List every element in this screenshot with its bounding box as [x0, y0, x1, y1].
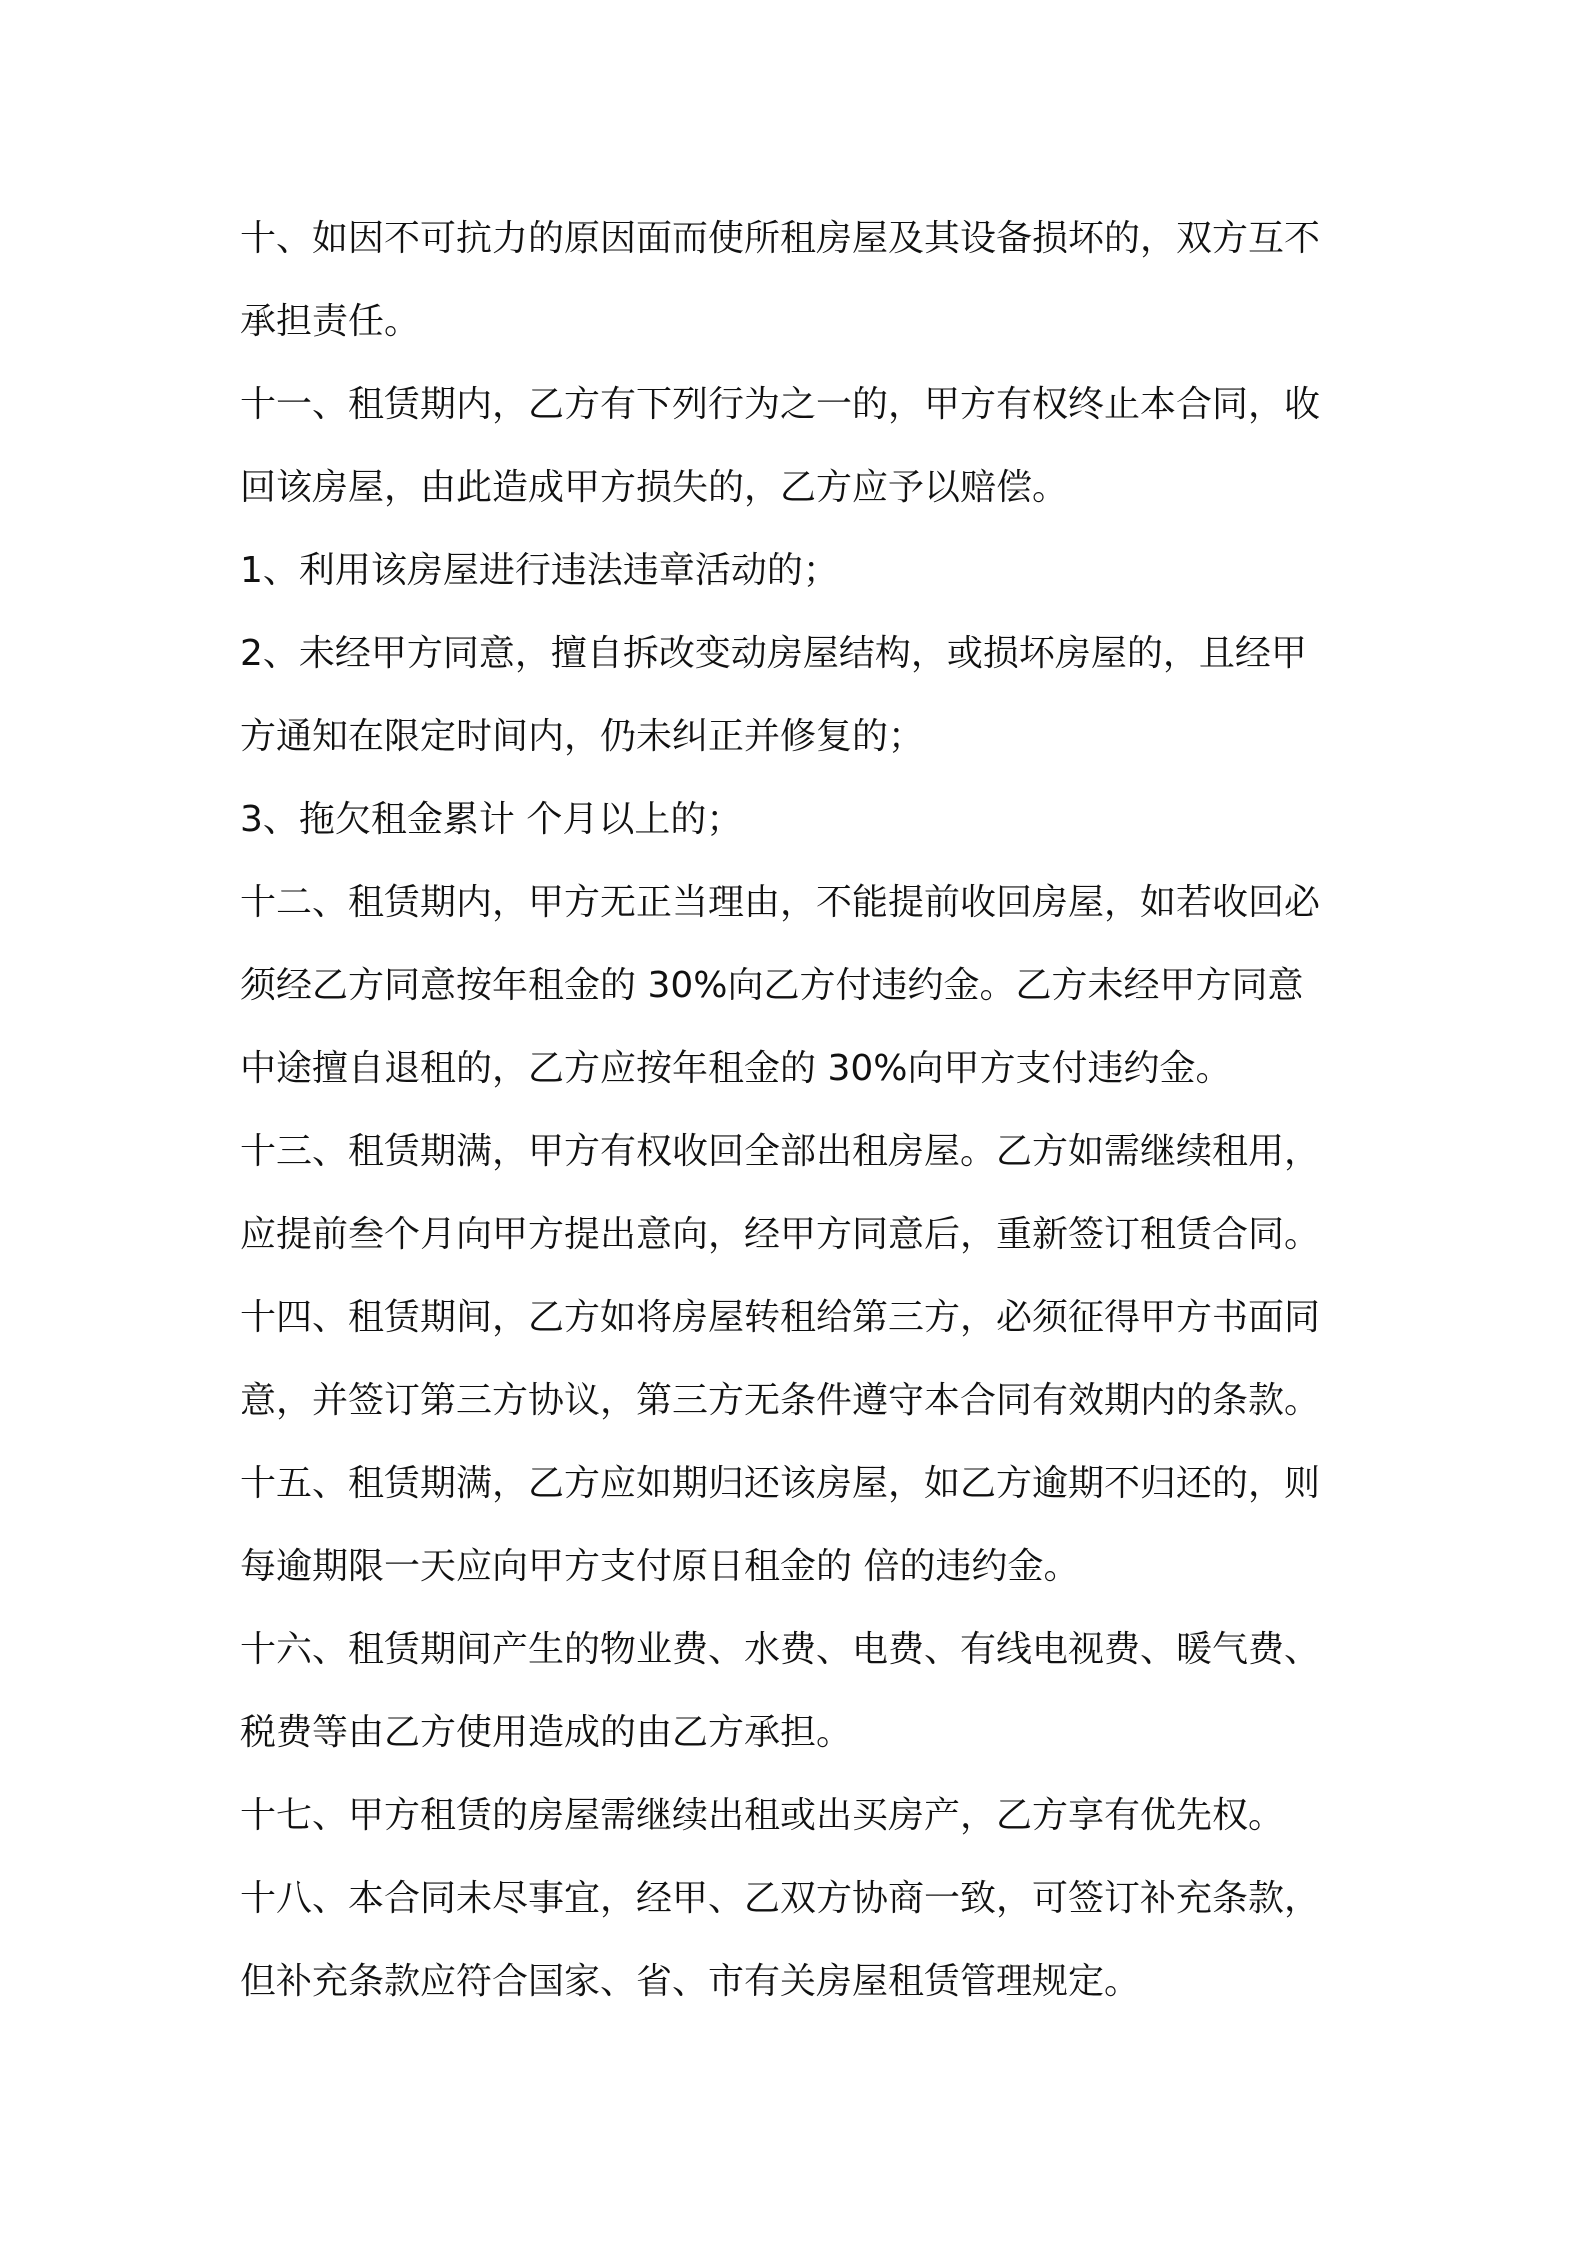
clause-17 — [240, 1774, 1365, 1857]
text-line: 应提前叁个月向甲方提出意向，经甲方同意后，重新签订租赁合同。 — [240, 1214, 1321, 1255]
text-line: 但补充条款应符合国家、省、市有关房屋租赁管理规定。 — [240, 1961, 1141, 2002]
text-line: 意，并签订第三方协议，第三方无条件遵守本合同有效期内的条款。 — [240, 1380, 1321, 1421]
text-line: 回该房屋，由此造成甲方损失的，乙方应予以赔偿。 — [240, 467, 1069, 508]
clause-18 — [240, 1857, 1365, 2023]
text-line: 1、利用该房屋进行违法违章活动的； — [240, 550, 839, 591]
text-line: 每逾期限一天应向甲方支付原日租金的 倍的违约金。 — [240, 1546, 1080, 1587]
text-line: 十、如因不可抗力的原因面而使所租房屋及其设备损坏的，双方互不 — [240, 218, 1321, 259]
text-line: 承担责任。 — [240, 301, 421, 342]
text-line: 十一、租赁期内，乙方有下列行为之一的，甲方有权终止本合同，收 — [240, 384, 1321, 425]
text-line: 十二、租赁期内，甲方无正当理由，不能提前收回房屋，如若收回必 — [240, 882, 1321, 923]
text-line: 2、未经甲方同意，擅自拆改变动房屋结构，或损坏房屋的，且经甲 — [240, 633, 1307, 674]
text-line: 十六、租赁期间产生的物业费、水费、电费、有线电视费、暖气费、 — [240, 1629, 1321, 1670]
clause-10 — [240, 197, 1365, 363]
text-line: 十八、本合同未尽事宜，经甲、乙双方协商一致，可签订补充条款， — [240, 1878, 1321, 1919]
clause-14 — [240, 1276, 1365, 1442]
clause-11-item-1 — [240, 529, 1365, 612]
clause-15 — [240, 1442, 1365, 1608]
text-line: 十七、甲方租赁的房屋需继续出租或出买房产，乙方享有优先权。 — [240, 1795, 1285, 1836]
text-line: 中途擅自退租的，乙方应按年租金的 30%向甲方支付违约金。 — [240, 1048, 1232, 1089]
text-line: 须经乙方同意按年租金的 30%向乙方付违约金。乙方未经甲方同意 — [240, 965, 1304, 1006]
clause-13 — [240, 1110, 1365, 1276]
clause-12 — [240, 861, 1365, 1110]
text-line: 方通知在限定时间内，仍未纠正并修复的； — [240, 716, 925, 757]
contract-body — [240, 197, 1365, 2023]
text-line: 十四、租赁期间，乙方如将房屋转租给第三方，必须征得甲方书面同 — [240, 1297, 1321, 1338]
text-line: 十三、租赁期满，甲方有权收回全部出租房屋。乙方如需继续租用， — [240, 1131, 1321, 1172]
clause-16 — [240, 1608, 1365, 1774]
text-line: 税费等由乙方使用造成的由乙方承担。 — [240, 1712, 853, 1753]
clause-11-item-3 — [240, 778, 1365, 861]
text-line: 十五、租赁期满，乙方应如期归还该房屋，如乙方逾期不归还的，则 — [240, 1463, 1321, 1504]
clause-11-item-2 — [240, 612, 1365, 778]
clause-11 — [240, 363, 1365, 529]
text-line: 3、拖欠租金累计 个月以上的； — [240, 799, 743, 840]
